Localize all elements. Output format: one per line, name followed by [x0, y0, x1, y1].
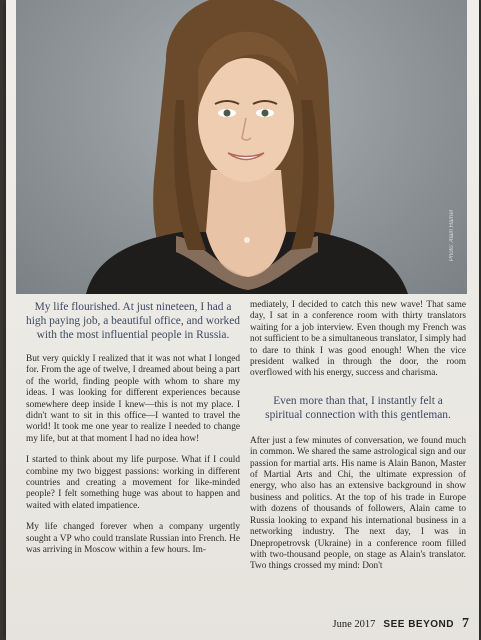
body-paragraph: After just a few minutes of conversation, we found much in common. We shared the same astrological sign and our passion for martial arts. His name is Alain Banon, Master of Martial Arts and Chi, the ultimate expression of energy, who also has an extensive background in show business and politics. At the top of his trade in Europe with dozens of thousands of followers, Alain came to Russia looking to expand his international business in a networking industry. The next day, I was in Dnepropetrovsk (Ukraine) in a conference room filled with two-thousand people, on stage as Alain's translator. Two things crossed my mind: Don't [250, 435, 466, 572]
issue-date: June 2017 [332, 619, 376, 630]
body-paragraph: But very quickly I realized that it was not what I longed for. From the age of twelve, I dreamed about being a part of the world, finding people with whom to share my ideas. I was looking for different experiences because somewhere deep inside I knew—this is not my place. I didn't want to sit in this office—I wanted to travel the world! It took me one year to realize I needed to change my life, but at that moment I had no idea how! [26, 354, 240, 444]
page-footer [333, 616, 469, 632]
magazine-brand: SEE BEYOND [383, 619, 454, 630]
body-paragraph: mediately, I decided to catch this new wave! That same day, I sat in a conference room with thirty translators waiting for a job interview. Even though my French was not sufficient to be a simultaneous translator, I simply had to dare to think I was good enough! When the vice president walked in through the door, the room overflowed with his energy, success and charisma. [250, 300, 466, 379]
body-paragraph: My life changed forever when a company urgently sought a VP who could translate Russian into French. He was arriving in Moscow within a few hours. Im- [26, 522, 240, 556]
right-column [250, 300, 466, 583]
photo-credit: Photo: Alain Hamel [449, 210, 455, 262]
body-paragraph: I started to think about my life purpose. What if I could combine my two biggest passions: working in different countries and creating a movement for like-minded people? I felt something huge was about to happen and waited with elated impatience. [26, 455, 240, 511]
magazine-page [6, 0, 479, 640]
page-number: 7 [462, 616, 469, 631]
portrait-illustration [16, 0, 467, 294]
portrait-photo [16, 0, 467, 294]
left-column [26, 300, 240, 567]
pull-quote-right: Even more than that, I instantly felt a spiritual connection with this gentleman. [265, 394, 451, 421]
pull-quote-left: My life flourished. At just nineteen, I had a high paying job, a beautiful office, and worked with the most influential people in Russia. [26, 301, 240, 341]
